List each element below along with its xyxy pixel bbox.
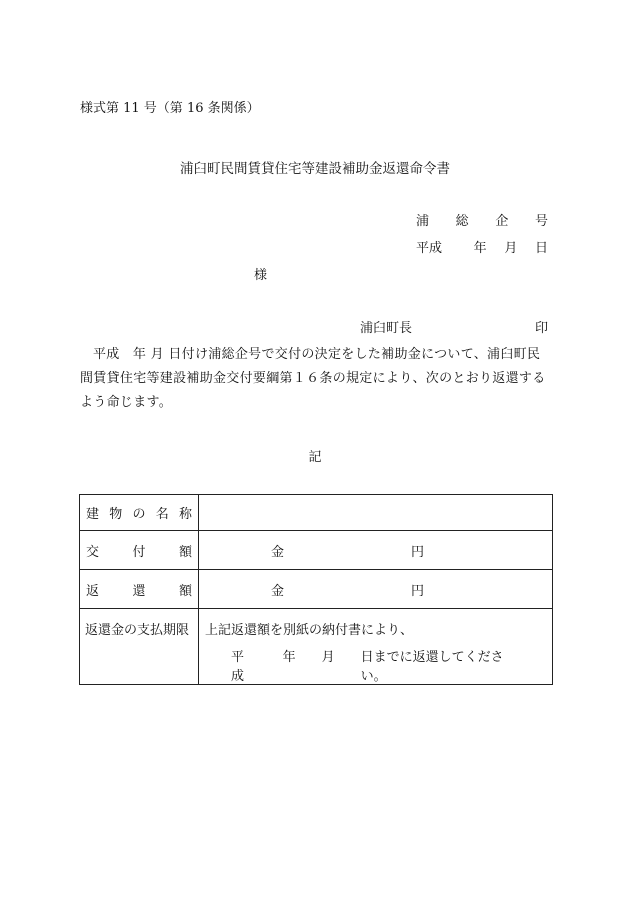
grant-amount-label xyxy=(80,531,199,570)
table-row xyxy=(80,495,553,531)
label-char: 建 xyxy=(86,507,100,522)
label-char: 返 xyxy=(86,583,100,599)
issue-date xyxy=(416,237,548,256)
label-char: の xyxy=(132,507,146,522)
document-title: 浦臼町民間賃貸住宅等建設補助金返還命令書 xyxy=(180,161,450,177)
label-char: 交 xyxy=(86,544,100,560)
form-number: 様式第 11 号（第 16 条関係） xyxy=(80,101,260,116)
date-year: 年 xyxy=(473,241,487,256)
doc-number-part: 総 xyxy=(455,214,469,229)
grant-unit: 円 xyxy=(411,545,425,560)
doc-number-part: 企 xyxy=(495,214,509,229)
table-row xyxy=(80,531,553,570)
table-row xyxy=(80,570,553,609)
return-amount-value xyxy=(199,570,553,609)
return-currency: 金 xyxy=(271,584,285,599)
grant-currency: 金 xyxy=(271,545,285,560)
details-table xyxy=(79,494,553,685)
label-text: 返還金の支払期限 xyxy=(85,623,190,638)
doc-number-part: 浦 xyxy=(416,214,430,229)
date-era: 平成 xyxy=(416,241,443,256)
payment-deadline-label xyxy=(80,609,199,685)
label-char: 物 xyxy=(109,507,123,522)
deadline-month: 月 xyxy=(321,650,335,665)
date-day: 日 xyxy=(534,241,548,256)
building-name-label xyxy=(80,495,199,531)
seal-mark: 印 xyxy=(535,321,549,336)
date-month: 月 xyxy=(504,241,518,256)
order-body-text: 平成 年 月 日付け浦総企号で交付の決定をした補助金について、浦臼町民間賃貸住宅等建設補助金交付要綱第１６条の規定により、次のとおり返還するよう命じます。 xyxy=(80,347,546,410)
label-char: 称 xyxy=(178,507,192,522)
return-amount-label xyxy=(80,570,199,609)
deadline-date-line xyxy=(231,646,527,684)
deadline-day-text: 日までに返還してください。 xyxy=(360,650,504,684)
label-char: 名 xyxy=(155,507,169,522)
ki-heading: 記 xyxy=(308,450,322,465)
grant-amount-value xyxy=(199,531,553,570)
label-char: 額 xyxy=(178,544,192,560)
table-row xyxy=(80,609,553,685)
label-char: 還 xyxy=(132,583,146,599)
label-char: 額 xyxy=(178,583,192,599)
document-number xyxy=(416,210,548,229)
deadline-year: 年 xyxy=(282,650,296,665)
label-char: 付 xyxy=(132,544,146,560)
payment-deadline-value xyxy=(199,609,553,685)
addressee-suffix: 様 xyxy=(254,268,268,283)
return-unit: 円 xyxy=(411,584,425,599)
building-name-value xyxy=(199,495,553,531)
deadline-era: 平成 xyxy=(231,650,245,684)
doc-number-part: 号 xyxy=(534,214,548,229)
issuer-name: 浦臼町長 xyxy=(360,321,413,336)
deadline-instruction: 上記返還額を別紙の納付書により、 xyxy=(205,623,414,638)
